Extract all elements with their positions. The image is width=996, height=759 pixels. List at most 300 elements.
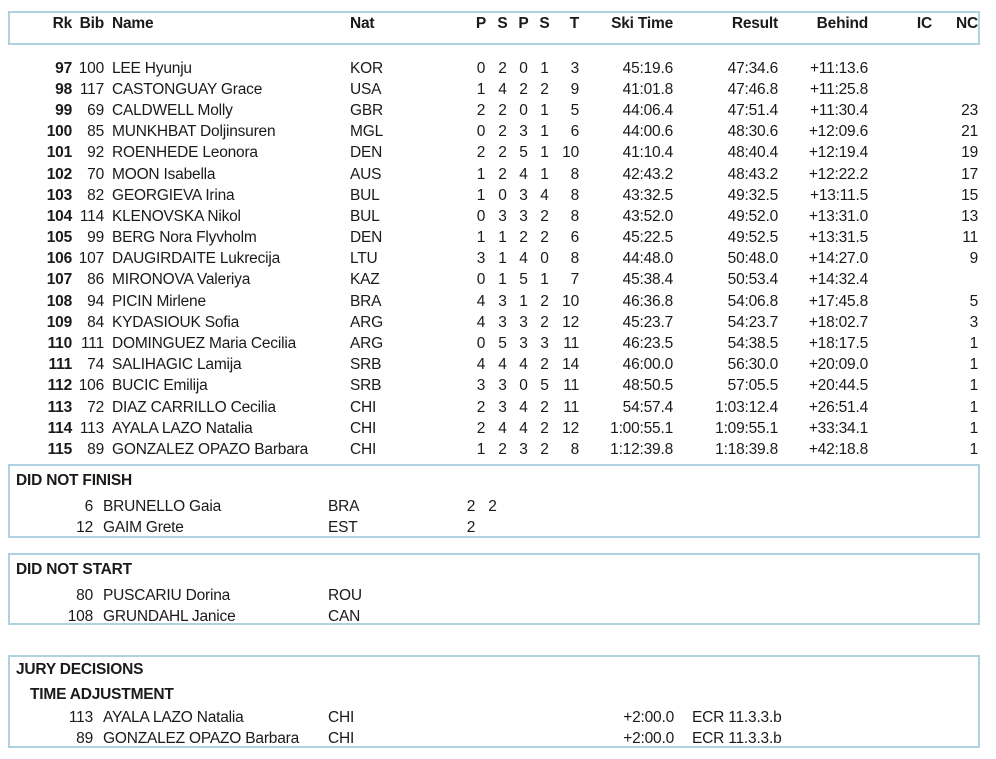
cell-p2: 3: [519, 123, 528, 141]
cell-result: 1:18:39.8: [715, 440, 778, 458]
cell-bib: 108: [67, 607, 93, 625]
cell-bib: 99: [87, 229, 104, 247]
cell-rk: 111: [48, 356, 72, 374]
cell-name: DIAZ CARRILLO Cecilia: [112, 398, 276, 416]
cell-rk: 106: [46, 250, 72, 268]
cell-p1: 1: [476, 440, 486, 458]
dnf-row: [10, 517, 978, 538]
cell-name: CASTONGUAY Grace: [112, 80, 263, 98]
col-header-bib: Bib: [79, 14, 104, 32]
cell-ski: 45:23.7: [622, 313, 673, 331]
cell-s2: 5: [540, 377, 549, 395]
col-header-standing1: S: [497, 14, 508, 32]
cell-s2: 2: [540, 313, 549, 331]
cell-p2: 3: [519, 186, 528, 204]
cell-p1: 0: [476, 271, 486, 289]
cell-rk: 115: [47, 440, 72, 458]
jury-row: [10, 707, 978, 728]
cell-ski: 42:43.2: [622, 165, 673, 183]
jury-row: [10, 728, 978, 749]
cell-s1: 3: [498, 398, 507, 416]
cell-t: 8: [570, 165, 579, 183]
cell-nat: KAZ: [350, 271, 380, 289]
cell-name: LEE Hyunju: [112, 59, 192, 77]
cell-nc: 1: [969, 440, 978, 458]
cell-s2: 2: [540, 440, 549, 458]
cell-ski: 45:22.5: [622, 229, 673, 247]
cell-p2: 0: [519, 59, 528, 77]
cell-adjustment: +2:00.0: [623, 729, 674, 747]
result-row: [0, 291, 978, 312]
cell-behind: +20:09.0: [808, 356, 868, 374]
cell-bib: 100: [78, 59, 104, 77]
cell-p2: 5: [519, 271, 528, 289]
cell-rk: 100: [46, 123, 72, 141]
cell-s1: 1: [498, 271, 507, 289]
cell-s1: 2: [498, 144, 507, 162]
cell-name: MOON Isabella: [112, 165, 216, 183]
cell-rule: ECR 11.3.3.b: [692, 729, 782, 747]
cell-nat: CAN: [328, 607, 361, 625]
cell-name: BUCIC Emilija: [112, 377, 208, 395]
result-row: [0, 122, 978, 143]
cell-bib: 6: [84, 497, 93, 515]
cell-behind: +12:19.4: [808, 144, 868, 162]
cell-bib: 89: [76, 729, 93, 747]
cell-p1: 1: [476, 229, 486, 247]
cell-rk: 113: [47, 398, 72, 416]
cell-s1: 2: [498, 101, 507, 119]
cell-bib: 106: [78, 377, 104, 395]
cell-result: 49:32.5: [727, 186, 778, 204]
cell-nat: CHI: [350, 398, 377, 416]
cell-name: ROENHEDE Leonora: [112, 144, 258, 162]
cell-p1: 2: [476, 419, 486, 437]
cell-t: 9: [570, 80, 579, 98]
cell-behind: +42:18.8: [808, 440, 868, 458]
cell-name: GONZALEZ OPAZO Barbara: [103, 729, 300, 747]
cell-nc: 19: [961, 144, 978, 162]
cell-nat: CHI: [328, 708, 355, 726]
cell-ski: 48:50.5: [622, 377, 673, 395]
cell-rule: ECR 11.3.3.b: [692, 708, 782, 726]
col-header-behind: Behind: [816, 14, 868, 32]
cell-bib: 72: [87, 398, 104, 416]
cell-name: GONZALEZ OPAZO Barbara: [112, 440, 309, 458]
cell-result: 50:48.0: [727, 250, 778, 268]
cell-nat: EST: [328, 518, 358, 536]
cell-bib: 82: [87, 186, 104, 204]
result-row: [0, 206, 978, 227]
cell-ski: 44:48.0: [622, 250, 673, 268]
cell-result: 49:52.0: [727, 207, 778, 225]
cell-bib: 111: [81, 335, 104, 353]
cell-s2: 3: [540, 335, 549, 353]
cell-nc: 3: [969, 313, 978, 331]
cell-nc: 1: [969, 398, 978, 416]
cell-p2: 4: [519, 250, 528, 268]
cell-nat: SRB: [350, 356, 382, 374]
col-header-total-misses: T: [569, 14, 579, 32]
cell-s1: 2: [498, 440, 507, 458]
cell-name: KYDASIOUK Sofia: [112, 313, 240, 331]
cell-name: PUSCARIU Dorina: [103, 586, 231, 604]
cell-t: 8: [570, 250, 579, 268]
cell-rk: 98: [55, 80, 72, 98]
cell-s2: 2: [540, 292, 549, 310]
result-row: [0, 58, 978, 79]
col-header-nation: Nat: [350, 14, 375, 32]
cell-bib: 89: [87, 440, 104, 458]
cell-ski: 44:06.4: [622, 101, 673, 119]
cell-ski: 1:12:39.8: [610, 440, 673, 458]
cell-p1: 2: [476, 101, 486, 119]
cell-nc: 23: [961, 101, 978, 119]
cell-behind: +14:32.4: [808, 271, 868, 289]
cell-bib: 113: [68, 708, 93, 726]
cell-nc: 17: [961, 165, 978, 183]
cell-bib: 107: [78, 250, 104, 268]
result-row: [0, 79, 978, 100]
cell-adjustment: +2:00.0: [623, 708, 674, 726]
result-row: [0, 249, 978, 270]
cell-behind: +18:17.5: [808, 335, 868, 353]
cell-nc: 5: [969, 292, 978, 310]
cell-p1: 3: [476, 377, 486, 395]
cell-ski: 45:19.6: [622, 59, 673, 77]
cell-ski: 43:32.5: [622, 186, 673, 204]
cell-behind: +13:31.5: [808, 229, 868, 247]
cell-result: 54:38.5: [727, 335, 778, 353]
cell-s1: 0: [498, 186, 507, 204]
cell-t: 11: [563, 398, 579, 416]
cell-rk: 99: [55, 101, 72, 119]
cell-bib: 69: [87, 101, 104, 119]
cell-name: BRUNELLO Gaia: [103, 497, 222, 515]
cell-name: AYALA LAZO Natalia: [103, 708, 244, 726]
cell-result: 47:34.6: [727, 59, 778, 77]
cell-t: 8: [570, 440, 579, 458]
result-row: [0, 164, 978, 185]
cell-nat: ARG: [350, 335, 383, 353]
cell-bib: 94: [87, 292, 104, 310]
cell-bib: 12: [76, 518, 93, 536]
results-table: [0, 58, 978, 461]
cell-t: 11: [563, 377, 579, 395]
jury-decisions-title: JURY DECISIONS: [16, 661, 144, 678]
cell-s1: 5: [498, 335, 507, 353]
cell-t: 12: [562, 313, 579, 331]
cell-s1: 3: [498, 313, 507, 331]
cell-bib: 117: [79, 80, 104, 98]
cell-rk: 105: [46, 229, 72, 247]
cell-s2: 2: [540, 80, 549, 98]
result-row: [0, 185, 978, 206]
cell-p1: 2: [476, 398, 486, 416]
cell-nat: KOR: [350, 59, 383, 77]
cell-t: 6: [570, 229, 579, 247]
result-row: [0, 418, 978, 439]
cell-nc: 1: [969, 335, 978, 353]
col-header-ski-time: Ski Time: [611, 14, 673, 32]
cell-name: PICIN Mirlene: [112, 292, 206, 310]
cell-t: 10: [562, 292, 579, 310]
col-header-prone1: P: [475, 14, 487, 32]
cell-t: 6: [570, 123, 579, 141]
cell-ski: 44:00.6: [622, 123, 673, 141]
cell-result: 48:43.2: [727, 165, 778, 183]
cell-nat: CHI: [350, 440, 377, 458]
cell-result: 48:30.6: [727, 123, 778, 141]
cell-rk: 110: [47, 335, 72, 353]
cell-result: 57:05.5: [727, 377, 778, 395]
cell-nat: ARG: [350, 313, 383, 331]
cell-rk: 114: [47, 419, 72, 437]
cell-rk: 97: [55, 59, 72, 77]
cell-s2: 1: [540, 101, 549, 119]
cell-rk: 112: [47, 377, 72, 395]
cell-nat: MGL: [350, 123, 383, 141]
cell-name: GAIM Grete: [103, 518, 184, 536]
cell-name: DAUGIRDAITE Lukrecija: [112, 250, 281, 268]
cell-p1: 1: [476, 80, 486, 98]
cell-behind: +11:13.6: [809, 59, 868, 77]
cell-p1: 3: [476, 250, 486, 268]
cell-result: 56:30.0: [727, 356, 778, 374]
cell-p1: 1: [476, 165, 486, 183]
cell-nat: GBR: [350, 101, 383, 119]
cell-s2: 2: [540, 419, 549, 437]
result-row: [0, 439, 978, 460]
cell-s1: 2: [498, 123, 507, 141]
cell-p2: 4: [519, 419, 528, 437]
cell-s2: 2: [540, 229, 549, 247]
col-header-nc: NC: [956, 14, 978, 32]
dns-row: [10, 585, 978, 606]
cell-t: 7: [570, 271, 579, 289]
cell-p1: 4: [476, 313, 486, 331]
col-header-rank: Rk: [52, 14, 72, 32]
cell-nat: ROU: [328, 586, 362, 604]
cell-bib: 92: [87, 144, 104, 162]
dns-row: [10, 606, 978, 627]
cell-p1: 2: [466, 518, 476, 536]
cell-ski: 46:36.8: [622, 292, 673, 310]
cell-name: SALIHAGIC Lamija: [112, 356, 242, 374]
cell-p2: 0: [519, 101, 528, 119]
cell-s2: 4: [540, 186, 549, 204]
cell-result: 47:51.4: [727, 101, 778, 119]
cell-nc: 15: [961, 186, 978, 204]
cell-s2: 2: [540, 207, 549, 225]
cell-s2: 1: [540, 271, 549, 289]
cell-bib: 85: [87, 123, 104, 141]
cell-result: 1:09:55.1: [715, 419, 778, 437]
cell-bib: 114: [79, 207, 104, 225]
cell-nat: BRA: [328, 497, 360, 515]
cell-behind: +18:02.7: [808, 313, 868, 331]
cell-s1: 4: [498, 356, 507, 374]
cell-bib: 70: [87, 165, 104, 183]
cell-t: 8: [570, 186, 579, 204]
cell-result: 50:53.4: [727, 271, 778, 289]
cell-behind: +13:11.5: [809, 186, 868, 204]
cell-bib: 74: [87, 356, 104, 374]
cell-p1: 4: [476, 356, 486, 374]
result-row: [0, 228, 978, 249]
cell-s1: 4: [498, 80, 507, 98]
cell-bib: 113: [79, 419, 104, 437]
cell-p1: 0: [476, 207, 486, 225]
cell-p2: 2: [519, 229, 528, 247]
cell-t: 11: [563, 335, 579, 353]
cell-nat: LTU: [350, 250, 378, 268]
result-row: [0, 355, 978, 376]
cell-name: BERG Nora Flyvholm: [112, 229, 257, 247]
cell-nat: USA: [350, 80, 382, 98]
cell-bib: 84: [87, 313, 104, 331]
cell-s2: 1: [540, 144, 549, 162]
cell-s2: 2: [540, 398, 549, 416]
cell-p2: 3: [519, 335, 528, 353]
col-header-name: Name: [112, 14, 154, 32]
cell-nc: 1: [969, 419, 978, 437]
cell-p2: 0: [519, 377, 528, 395]
cell-name: GEORGIEVA Irina: [112, 186, 235, 204]
cell-s2: 2: [540, 356, 549, 374]
cell-nat: BUL: [350, 186, 380, 204]
cell-behind: +13:31.0: [808, 207, 868, 225]
cell-ski: 41:01.8: [622, 80, 673, 98]
cell-p1: 2: [466, 497, 476, 515]
cell-s1: 2: [498, 59, 507, 77]
results-header-box: [8, 11, 980, 45]
cell-nat: BUL: [350, 207, 380, 225]
cell-bib: 86: [87, 271, 104, 289]
cell-nat: CHI: [328, 729, 355, 747]
cell-nat: BRA: [350, 292, 382, 310]
cell-nat: DEN: [350, 229, 383, 247]
cell-name: CALDWELL Molly: [112, 101, 233, 119]
cell-p2: 4: [519, 165, 528, 183]
cell-nat: DEN: [350, 144, 383, 162]
cell-result: 54:06.8: [727, 292, 778, 310]
cell-nc: 9: [969, 250, 978, 268]
cell-name: KLENOVSKA Nikol: [112, 207, 241, 225]
result-row: [0, 100, 978, 121]
cell-name: MIRONOVA Valeriya: [112, 271, 251, 289]
result-row: [0, 397, 978, 418]
cell-s1: 1: [498, 229, 507, 247]
cell-p1: 1: [476, 186, 486, 204]
cell-result: 48:40.4: [727, 144, 778, 162]
cell-p1: 2: [476, 144, 486, 162]
cell-nc: 21: [961, 123, 978, 141]
cell-rk: 108: [46, 292, 72, 310]
result-row: [0, 270, 978, 291]
did-not-start-title: DID NOT START: [16, 561, 132, 578]
cell-rk: 101: [46, 144, 72, 162]
cell-ski: 46:23.5: [622, 335, 673, 353]
cell-t: 8: [570, 207, 579, 225]
cell-s1: 3: [498, 292, 507, 310]
cell-ski: 45:38.4: [622, 271, 673, 289]
result-row: [0, 333, 978, 354]
col-header-result: Result: [731, 14, 778, 32]
cell-p2: 3: [519, 207, 528, 225]
dnf-row: [10, 496, 978, 517]
col-header-ic: IC: [916, 14, 932, 32]
cell-s2: 1: [540, 59, 549, 77]
cell-nc: 1: [969, 377, 978, 395]
cell-ski: 43:52.0: [622, 207, 673, 225]
cell-rk: 107: [46, 271, 72, 289]
cell-result: 1:03:12.4: [715, 398, 778, 416]
cell-t: 10: [562, 144, 579, 162]
cell-ski: 1:00:55.1: [610, 419, 673, 437]
cell-behind: +11:25.8: [809, 80, 868, 98]
cell-name: GRUNDAHL Janice: [103, 607, 236, 625]
cell-p1: 4: [476, 292, 486, 310]
cell-s1: 3: [498, 207, 507, 225]
cell-name: DOMINGUEZ Maria Cecilia: [112, 335, 297, 353]
cell-s1: 1: [498, 250, 507, 268]
cell-p1: 0: [476, 59, 486, 77]
col-header-standing2: S: [539, 14, 550, 32]
cell-ski: 54:57.4: [622, 398, 673, 416]
cell-p2: 2: [519, 80, 528, 98]
cell-s2: 1: [540, 165, 549, 183]
cell-p1: 0: [476, 123, 486, 141]
cell-s1: 4: [498, 419, 507, 437]
cell-behind: +14:27.0: [808, 250, 868, 268]
cell-p2: 1: [519, 292, 528, 310]
cell-t: 14: [562, 356, 579, 374]
cell-behind: +12:09.6: [808, 123, 868, 141]
result-row: [0, 312, 978, 333]
cell-t: 5: [570, 101, 579, 119]
time-adjustment-subtitle: TIME ADJUSTMENT: [30, 686, 174, 703]
cell-rk: 109: [46, 313, 72, 331]
cell-nc: 1: [969, 356, 978, 374]
cell-behind: +20:44.5: [808, 377, 868, 395]
cell-name: AYALA LAZO Natalia: [112, 419, 253, 437]
did-not-start-section: [8, 553, 980, 625]
cell-result: 54:23.7: [727, 313, 778, 331]
result-row: [0, 143, 978, 164]
cell-p2: 4: [519, 398, 528, 416]
did-not-finish-section: [8, 464, 980, 538]
cell-nc: 13: [961, 207, 978, 225]
cell-behind: +11:30.4: [809, 101, 868, 119]
cell-bib: 80: [76, 586, 93, 604]
header-row: [10, 13, 978, 34]
cell-rk: 104: [46, 207, 72, 225]
cell-rk: 102: [46, 165, 72, 183]
cell-behind: +17:45.8: [808, 292, 868, 310]
cell-behind: +33:34.1: [808, 419, 868, 437]
cell-behind: +12:22.2: [808, 165, 868, 183]
cell-s1: 2: [498, 165, 507, 183]
cell-t: 12: [562, 419, 579, 437]
cell-rk: 103: [46, 186, 72, 204]
cell-p2: 4: [519, 356, 528, 374]
cell-behind: +26:51.4: [808, 398, 868, 416]
cell-result: 47:46.8: [727, 80, 778, 98]
cell-nat: AUS: [350, 165, 382, 183]
result-row: [0, 376, 978, 397]
cell-p2: 3: [519, 313, 528, 331]
